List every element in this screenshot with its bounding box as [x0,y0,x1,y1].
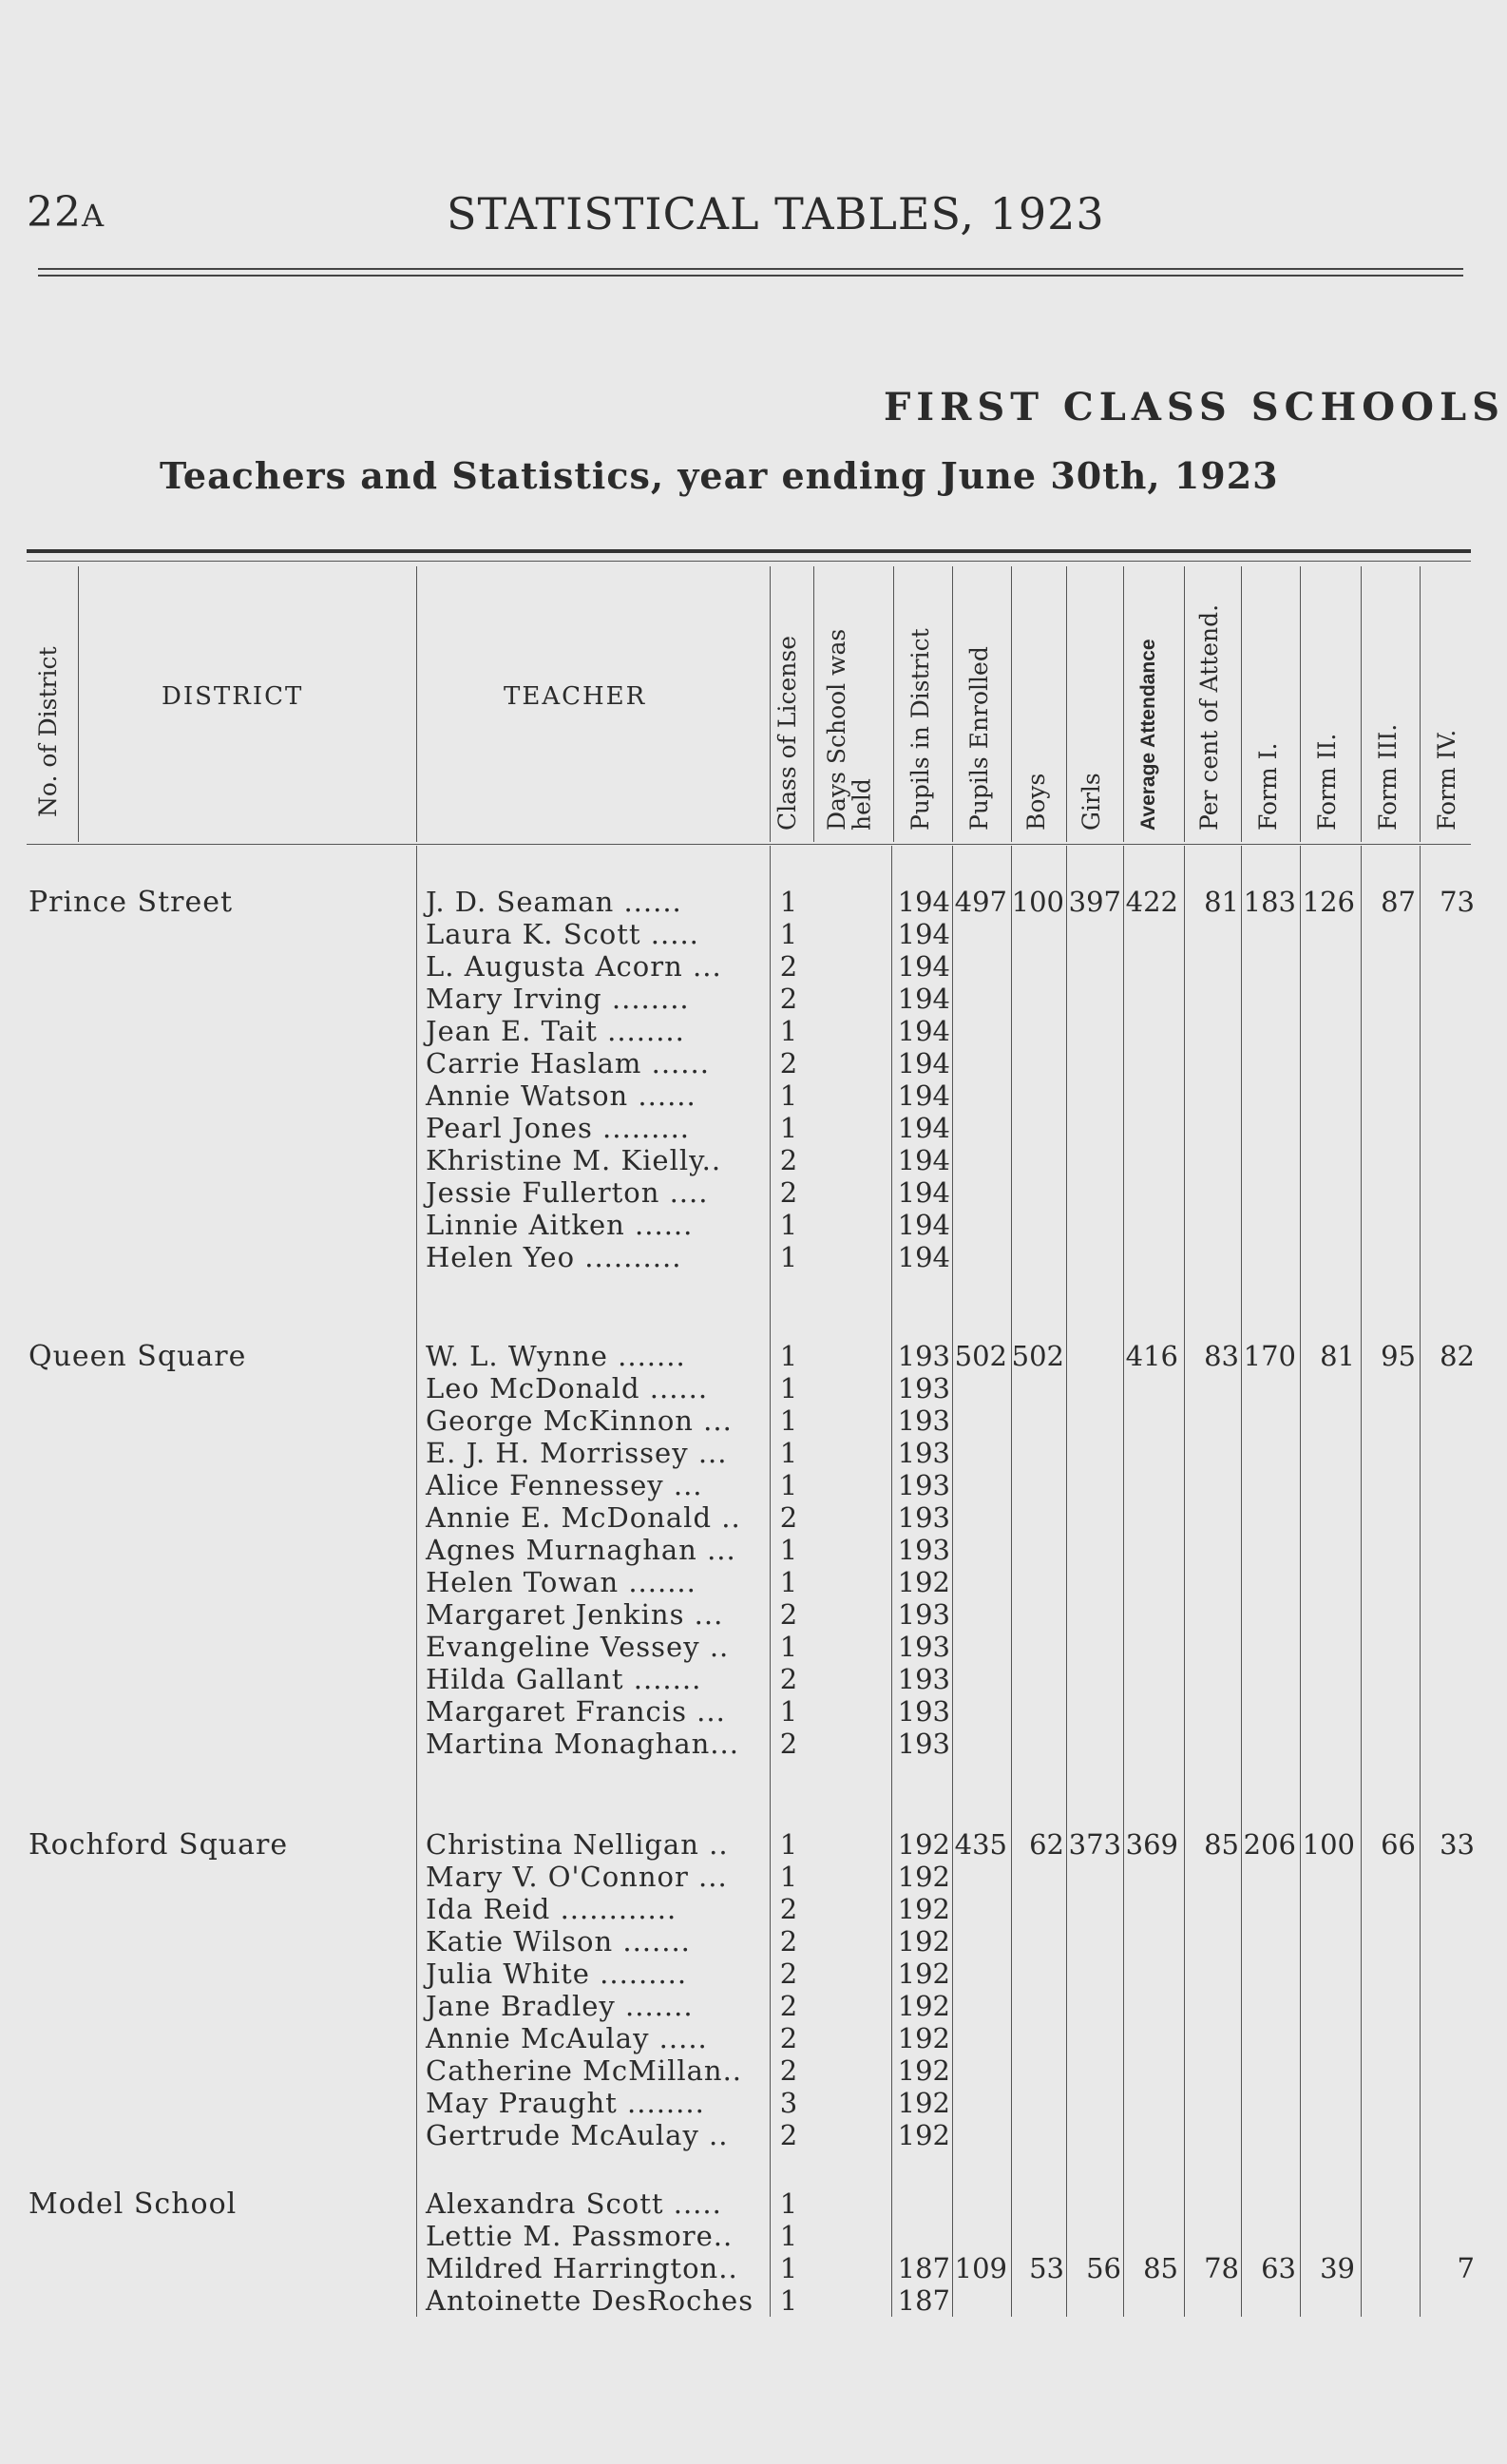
teacher-name: Alexandra Scott ..... [426,2187,722,2220]
days-held: 193 [897,1631,950,1663]
teacher-name: Evangeline Vessey .. [426,1631,730,1663]
teacher-name: Helen Yeo .......... [426,1241,682,1273]
col-header-no-district: No. of District [34,646,62,817]
teacher-name: Christina Nelligan .. [426,1828,729,1861]
teacher-name: E. J. H. Morrissey ... [426,1437,728,1469]
percent-attendance: 83 [1204,1340,1239,1372]
days-held: 194 [897,950,950,983]
days-held: 192 [897,1958,950,1990]
teacher-name: Antoinette DesRoches [426,2284,754,2317]
days-held: 192 [897,1566,950,1598]
form-3-count: 95 [1381,1340,1416,1372]
days-held: 192 [897,2087,950,2119]
running-title: STATISTICAL TABLES, 1923 [447,188,1105,239]
license-class: 3 [779,2087,798,2119]
days-held: 192 [897,1925,950,1958]
pupils-enrolled: 109 [954,2252,1007,2284]
days-held: 192 [897,1893,950,1925]
teacher-name: Jane Bradley ....... [426,1990,694,2022]
form-2-count: 81 [1320,1340,1355,1372]
header-divider [416,566,417,842]
header-rule [38,268,1463,277]
days-held: 194 [897,1241,950,1273]
page-number-value: 22 [27,188,82,237]
header-divider [770,566,771,842]
teacher-name: Jessie Fullerton .... [426,1176,709,1209]
days-held: 194 [897,1209,950,1241]
header-divider [1241,566,1242,842]
boys-count: 100 [1011,886,1064,918]
teacher-name: Khristine M. Kielly.. [426,1144,722,1176]
license-class: 1 [779,1566,798,1598]
teacher-name: J. D. Seaman ...... [426,886,682,918]
days-held: 193 [897,1340,950,1372]
license-class: 1 [779,918,798,950]
days-held: 193 [897,1695,950,1728]
header-divider [1011,566,1012,842]
license-class: 2 [779,1990,798,2022]
boys-count: 53 [1029,2252,1064,2284]
license-class: 2 [779,1144,798,1176]
teacher-name: Katie Wilson ....... [426,1925,691,1958]
average-attendance: 422 [1125,886,1178,918]
teacher-name: Margaret Francis ... [426,1695,726,1728]
pupils-enrolled: 502 [954,1340,1007,1372]
teacher-name: Julia White ......... [426,1958,688,1990]
days-held: 194 [897,1112,950,1144]
license-class: 2 [779,950,798,983]
table-subtitle: Teachers and Statistics, year ending June 30th, 1923 [160,454,1279,497]
header-divider [1184,566,1185,842]
form-2-count: 100 [1302,1828,1355,1861]
license-class: 1 [779,1861,798,1893]
teacher-name: Martina Monaghan... [426,1728,739,1760]
teacher-name: W. L. Wynne ....... [426,1340,686,1372]
col-header-form-1: Form I. [1254,742,1282,831]
form-4-count: 7 [1457,2252,1475,2284]
col-header-teacher: TEACHER [504,682,647,711]
teacher-name: Linnie Aitken ...... [426,1209,694,1241]
teacher-name: Leo McDonald ...... [426,1372,709,1404]
table-top-rule-thin [27,561,1471,562]
teacher-name: Jean E. Tait ........ [426,1015,685,1047]
col-header-form-4: Form IV. [1433,729,1460,831]
license-class: 1 [779,2187,798,2220]
days-held: 194 [897,1079,950,1112]
table-header-bottom-rule [27,844,1471,845]
form-2-count: 126 [1302,886,1355,918]
days-held: 194 [897,1047,950,1079]
license-class: 1 [779,1469,798,1501]
teacher-name: Hilda Gallant ....... [426,1663,702,1695]
teacher-name: Annie Watson ...... [426,1079,696,1112]
license-class: 2 [779,1501,798,1534]
teacher-name: Mary V. O'Connor ... [426,1861,728,1893]
teacher-name: George McKinnon ... [426,1404,733,1437]
body-divider-girls [1066,846,1067,2317]
header-divider [1361,566,1362,842]
body-divider-form2 [1300,846,1301,2317]
license-class: 1 [779,1112,798,1144]
license-class: 1 [779,1828,798,1861]
license-class: 1 [779,1437,798,1469]
form-1-count: 63 [1261,2252,1296,2284]
body-divider-pct [1184,846,1185,2317]
header-divider [952,566,953,842]
girls-count: 397 [1068,886,1121,918]
form-2-count: 39 [1320,2252,1355,2284]
header-divider [813,566,814,842]
teacher-name: Annie E. McDonald .. [426,1501,741,1534]
boys-count: 502 [1011,1340,1064,1372]
teacher-name: Ida Reid ............ [426,1893,677,1925]
license-class: 1 [779,1695,798,1728]
license-class: 1 [779,1340,798,1372]
license-class: 1 [779,1631,798,1663]
form-4-count: 82 [1440,1340,1475,1372]
form-4-count: 33 [1440,1828,1475,1861]
teacher-name: Lettie M. Passmore.. [426,2220,734,2252]
form-1-count: 183 [1243,886,1296,918]
district-name: Prince Street [29,886,234,919]
teacher-name: Helen Towan ....... [426,1566,696,1598]
license-class: 1 [779,1015,798,1047]
girls-count: 373 [1068,1828,1121,1861]
form-1-count: 170 [1243,1340,1296,1372]
body-divider-teacher [416,846,417,2317]
days-held: 194 [897,1015,950,1047]
header-divider [893,566,894,842]
section-title: FIRST CLASS SCHOOLS [884,385,1505,430]
days-held: 192 [897,2119,950,2151]
teacher-name: Alice Fennessey ... [426,1469,703,1501]
table-top-rule [27,549,1471,553]
col-header-boys: Boys [1022,773,1050,831]
license-class: 2 [779,1663,798,1695]
license-class: 1 [779,1372,798,1404]
license-class: 2 [779,1047,798,1079]
teacher-name: Carrie Haslam ...... [426,1047,710,1079]
license-class: 1 [779,1404,798,1437]
form-3-count: 66 [1381,1828,1416,1861]
col-header-pupils-in-district: Pupils in District [906,628,934,831]
days-held: 193 [897,1372,950,1404]
average-attendance: 416 [1125,1340,1178,1372]
form-3-count: 87 [1381,886,1416,918]
pupils-enrolled: 497 [954,886,1007,918]
body-divider-form1 [1241,846,1242,2317]
license-class: 1 [779,886,798,918]
boys-count: 62 [1029,1828,1064,1861]
page-number [27,188,105,237]
teacher-name: Laura K. Scott ..... [426,918,699,950]
license-class: 2 [779,1958,798,1990]
license-class: 2 [779,1925,798,1958]
district-name: Queen Square [29,1340,247,1373]
percent-attendance: 78 [1204,2252,1239,2284]
body-divider-form4 [1420,846,1421,2317]
days-held: 192 [897,2054,950,2087]
days-held: 193 [897,1598,950,1631]
license-class: 1 [779,2252,798,2284]
license-class: 2 [779,2119,798,2151]
days-held: 192 [897,1861,950,1893]
days-held: 193 [897,1663,950,1695]
teacher-name: Mildred Harrington.. [426,2252,738,2284]
header-divider [1123,566,1124,842]
percent-attendance: 85 [1204,1828,1239,1861]
body-divider-avg [1123,846,1124,2317]
days-held: 192 [897,1990,950,2022]
col-header-form-2: Form II. [1313,733,1341,831]
pupils-enrolled: 435 [954,1828,1007,1861]
license-class: 1 [779,1209,798,1241]
district-name: Model School [29,2187,238,2221]
percent-attendance: 81 [1204,886,1239,918]
body-divider-enrolled [952,846,953,2317]
teacher-name: May Praught ........ [426,2087,705,2119]
body-divider-class [770,846,771,2317]
form-4-count: 73 [1440,886,1475,918]
average-attendance: 369 [1125,1828,1178,1861]
col-header-pupils-enrolled: Pupils Enrolled [965,646,993,831]
teacher-name: Mary Irving ........ [426,983,690,1015]
average-attendance: 85 [1143,2252,1178,2284]
license-class: 1 [779,2284,798,2317]
days-held: 194 [897,983,950,1015]
form-1-count: 206 [1243,1828,1296,1861]
license-class: 1 [779,1241,798,1273]
col-header-average-attendance: Average Attendance [1137,639,1159,831]
days-held: 193 [897,1469,950,1501]
days-held: 192 [897,1828,950,1861]
days-held: 193 [897,1437,950,1469]
district-name: Rochford Square [29,1828,289,1862]
days-held: 193 [897,1501,950,1534]
license-class: 2 [779,2054,798,2087]
body-divider-boys [1011,846,1012,2317]
days-held: 194 [897,1144,950,1176]
days-held: 194 [897,1176,950,1209]
days-held: 187 [897,2252,950,2284]
col-header-girls: Girls [1078,773,1105,831]
days-held: 194 [897,918,950,950]
teacher-name: Annie McAulay ..... [426,2022,708,2054]
license-class: 2 [779,2022,798,2054]
license-class: 2 [779,1598,798,1631]
license-class: 1 [779,1079,798,1112]
header-divider [78,566,79,842]
license-class: 1 [779,2220,798,2252]
license-class: 2 [779,1728,798,1760]
teacher-name: Gertrude McAulay .. [426,2119,729,2151]
license-class: 2 [779,1893,798,1925]
body-divider-form3 [1361,846,1362,2317]
days-held: 194 [897,886,950,918]
teacher-name: L. Augusta Acorn ... [426,950,722,983]
col-header-days-held: Days School was held [823,628,876,831]
license-class: 1 [779,1534,798,1566]
days-held: 192 [897,2022,950,2054]
col-header-percent-attend: Per cent of Attend. [1195,603,1223,831]
header-divider [1066,566,1067,842]
days-held: 187 [897,2284,950,2317]
teacher-name: Pearl Jones ......... [426,1112,691,1144]
page-number-suffix: A [82,198,105,234]
col-header-form-3: Form III. [1374,723,1402,831]
col-header-class-of-license: Class of License [773,635,801,831]
teacher-name: Agnes Murnaghan ... [426,1534,736,1566]
days-held: 193 [897,1534,950,1566]
teacher-name: Catherine McMillan.. [426,2054,743,2087]
girls-count: 56 [1086,2252,1121,2284]
days-held: 193 [897,1404,950,1437]
days-held: 193 [897,1728,950,1760]
col-header-district: DISTRICT [162,682,304,711]
license-class: 2 [779,1176,798,1209]
teacher-name: Margaret Jenkins ... [426,1598,724,1631]
header-divider [1300,566,1301,842]
license-class: 2 [779,983,798,1015]
header-divider [1420,566,1421,842]
